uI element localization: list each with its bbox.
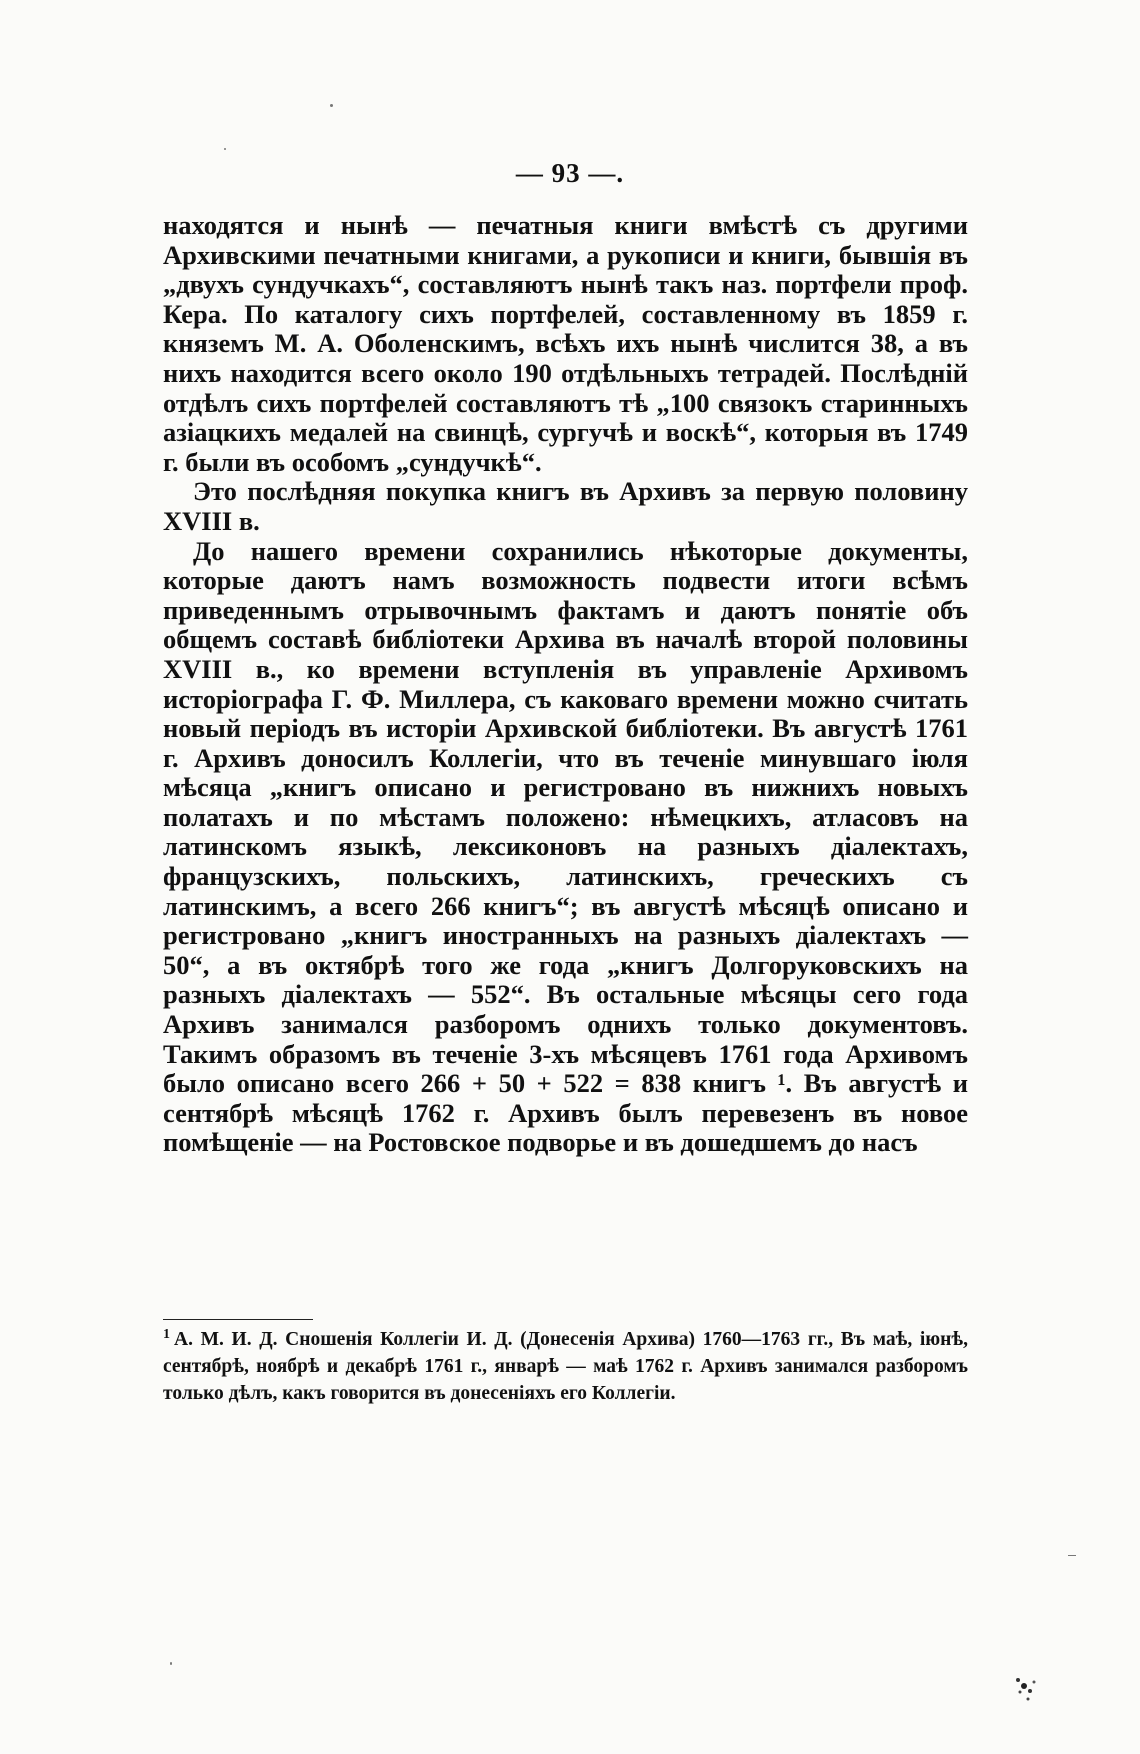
footnote [163,1326,968,1407]
page-number: — 93 —. [515,158,625,188]
footnote-marker: 1 [163,1326,170,1342]
scan-speck [330,104,333,107]
paragraph-library-composition: До нашего времени сохранились нѣкоторые документы, которые даютъ намъ возможность подвести итоги всѣмъ приведеннымъ отрывочнымъ фактамъ и даютъ понятіе объ общемъ составѣ библіотеки Архива въ началѣ второй половины XVIII в., ко времени вступленія въ управленіе Архивомъ исторіографа Г. Ф. Миллера, съ каковаго времени можно считать новый періодъ въ исторіи Архивской библіотеки. Въ августѣ 1761 г. Архивъ доносилъ Коллегіи, что въ теченіе минувшаго іюля мѣсяца „книгъ описано и регистровано въ нижнихъ новыхъ полатахъ и по мѣстамъ положено: нѣмецкихъ, атласовъ на латинскомъ языкѣ, лексиконовъ на разныхъ діалектахъ, французскихъ, польскихъ, латинскихъ, греческихъ съ латинскимъ, а всего 266 книгъ“; въ августѣ мѣсяцѣ описано и регистровано „книгъ иностранныхъ на разныхъ діалектахъ — 50“, а въ октябрѣ того же года „книгъ Долгоруковскихъ на разныхъ діалектахъ — 552“. Въ остальные мѣсяцы сего года Архивъ занимался разборомъ однихъ только документовъ. Такимъ образомъ въ теченіе 3-хъ мѣсяцевъ 1761 года Архивомъ было описано всего 266 + 50 + 522 = 838 книгъ ¹. Въ августѣ и сентябрѣ мѣсяцѣ 1762 г. Архивъ былъ перевезенъ въ новое помѣщеніе — на Ростовское подворье и въ дошедшемъ до насъ [163,535,968,1158]
scan-speck [224,148,226,150]
ink-blot-icon [1008,1672,1042,1706]
paragraph-continued: находятся и нынѣ — печатныя книги вмѣстѣ съ другими Архивскими печатными книгами, а рукописи и книги, бывшія въ „двухъ сундучкахъ“, составляютъ нынѣ такъ наз. портфели проф. Кера. По каталогу сихъ портфелей, составленному въ 1859 г. княземъ М. А. Оболенскимъ, всѣхъ ихъ нынѣ числится 38, а въ нихъ находится всего около 190 отдѣльныхъ тетрадей. Послѣдній отдѣлъ сихъ портфелей составляютъ тѣ „100 связокъ старинныхъ азіацкихъ медалей на свинцѣ, сургучѣ и воскѣ“, которыя въ 1749 г. были въ особомъ „сундучкѣ“. [163,210,968,477]
footnote-divider [163,1319,313,1320]
scan-speck [170,1662,172,1665]
footnote-text: А. М. И. Д. Сношенія Коллегіи И. Д. (Донесенія Архива) 1760—1763 гг., Въ маѣ, іюнѣ, сентябрѣ, ноябрѣ и декабрѣ 1761 г., январѣ — маѣ 1762 г. Архивъ занимался разборомъ только дѣлъ, какъ говорится въ донесеніяхъ его Коллегіи. [163,1329,968,1404]
paragraph-last-purchase: Это послѣдняя покупка книгъ въ Архивъ за первую половину XVIII в. [163,476,968,536]
main-text [163,211,968,1158]
scan-speck [1068,1555,1076,1556]
